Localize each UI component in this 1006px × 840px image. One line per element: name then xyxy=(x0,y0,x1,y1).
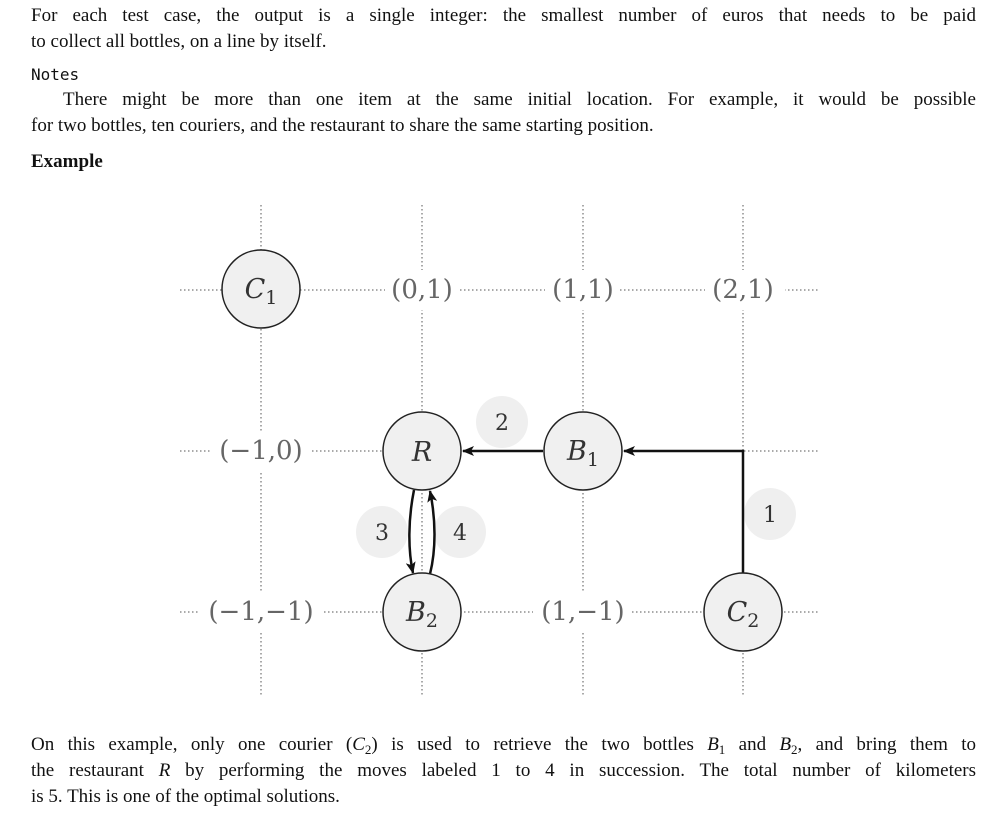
arrow-move-1 xyxy=(624,451,743,574)
coord-label-0-1: (0,1) xyxy=(391,275,453,305)
node-b2-sub: 2 xyxy=(425,610,438,632)
node-b2 xyxy=(383,573,461,651)
coord-label-m1-0: (−1,0) xyxy=(219,436,303,466)
arrow-move-3 xyxy=(409,490,414,573)
step-label-3: 3 xyxy=(375,521,389,546)
notes-line-2: for two bottles, ten couriers, and the restaurant to share the same starting position. xyxy=(31,115,654,136)
step-badge-2 xyxy=(476,396,528,448)
output-line-2: to collect all bottles, on a line by itself. xyxy=(31,31,327,52)
coord-label-1-1: (1,1) xyxy=(552,275,614,305)
node-c2-sub: 2 xyxy=(747,610,760,632)
example-heading: Example xyxy=(31,151,103,172)
node-c2-letter: C xyxy=(726,597,748,628)
step-label-1: 1 xyxy=(763,503,777,528)
step-label-4: 4 xyxy=(453,521,467,546)
node-b1 xyxy=(544,412,622,490)
node-r xyxy=(383,412,461,490)
notes-line-1: There might be more than one item at the same initial location. For example, it would be possible xyxy=(63,89,976,110)
node-c1-sub: 1 xyxy=(265,287,278,309)
node-b1-sub: 1 xyxy=(586,449,599,471)
coord-label-1-m1: (1,−1) xyxy=(541,597,625,627)
explanation-line-3: is 5. This is one of the optimal solutions. xyxy=(31,786,340,807)
explanation-line-2: the restaurant R by performing the moves labeled 1 to 4 in succession. The total number of kilometers xyxy=(31,760,977,781)
node-b1-letter: B xyxy=(567,436,587,467)
output-line-1: For each test case, the output is a single integer: the smallest number of euros that needs to be paid xyxy=(31,5,976,26)
explanation-line-1: On this example, only one courier $(C_2)$ is used to retrieve the two bottles $B_1$ and $B_2$, and bring them to xyxy=(31,734,976,757)
coord-label-m1-m1: (−1,−1) xyxy=(208,597,314,627)
node-c1 xyxy=(222,250,300,328)
step-badge-4 xyxy=(434,506,486,558)
node-c2 xyxy=(704,573,782,651)
explanation-paragraph xyxy=(31,732,976,810)
node-r-letter: R xyxy=(411,437,433,468)
notes-heading: Notes xyxy=(31,65,80,84)
node-b2-letter: B xyxy=(406,597,426,628)
step-badge-3 xyxy=(356,506,408,558)
coord-label-2-1: (2,1) xyxy=(712,275,774,305)
svg-text:R xyxy=(411,437,432,468)
step-badge-1 xyxy=(744,488,796,540)
arrow-move-4 xyxy=(430,491,435,574)
node-c1-letter: C xyxy=(244,274,266,305)
step-label-2: 2 xyxy=(495,411,509,436)
